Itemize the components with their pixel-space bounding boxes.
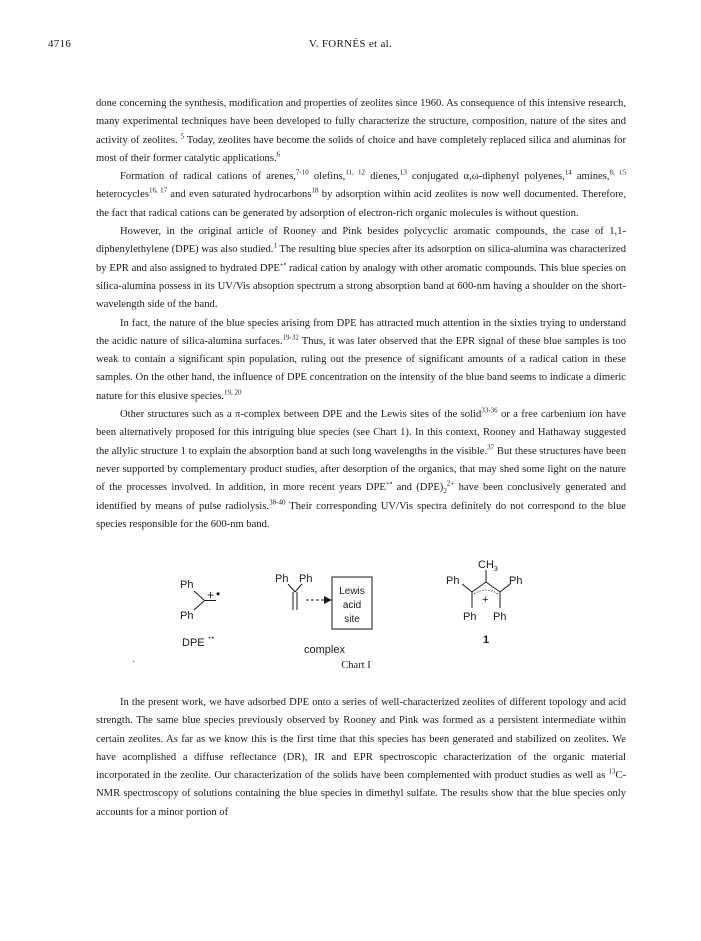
complex-ph-left: Ph <box>275 573 289 585</box>
text-run: The resulting blue species after its adsorption on silica-alumina was characterized by EPR and also assigned to hydrated DPE <box>96 244 626 274</box>
citation-superscript: 11, 12 <box>345 168 366 177</box>
text-run: and (DPE) <box>392 482 444 494</box>
dpe-ph-top: Ph <box>180 579 194 591</box>
s1-bond-a <box>462 584 472 592</box>
page-number: 4716 <box>48 38 72 50</box>
s1-ph-bottom-right: Ph <box>493 611 507 623</box>
citation-superscript: 18 <box>311 186 319 195</box>
text-run: Today, zeolites have become the solids of choice and have completely replaced silica and aluminas for most of their former catalytic applications. <box>96 134 627 164</box>
text-run: and even saturated hydrocarbons <box>167 189 312 201</box>
text-run: Thus, it was later observed that the EPR signal of these blue samples is too weak to contain a significant spin population, ruling out the presence of significant amounts of a radical cation in these samples. On the other hand, the influence of DPE concentration on the intensity of the blue band seems to indicate a dimeric nature for this elusive species. <box>96 335 626 402</box>
citation-superscript: 33-36 <box>481 406 498 415</box>
text-run: Formation of radical cations of arenes, <box>120 171 296 183</box>
running-head: V. FORNÉS et al. <box>308 38 393 50</box>
body-text-top <box>96 95 626 534</box>
citation-superscript: 5 <box>180 132 185 141</box>
ch3-text: CH <box>478 559 494 571</box>
complex-ph-right: Ph <box>299 573 313 585</box>
text-run: or a free carbenium ion have been alternatively proposed for this intriguing blue species (see Chart 1). In this context, Rooney and Hathaway suggested the allylic structure 1 to explain the absorption band at such long wavelengths in the visible. <box>96 409 626 457</box>
stray-mark: · <box>132 656 136 667</box>
citation-superscript: 1 <box>273 241 277 250</box>
dpe-radical-cation-structure <box>180 579 220 649</box>
pi-complex-structure <box>275 573 372 656</box>
text-run: amines, <box>571 171 610 183</box>
s1-ph-top-left: Ph <box>446 575 460 587</box>
compound-number: 1 <box>483 634 490 646</box>
citation-superscript: 13 <box>399 168 407 177</box>
citation-superscript: 2+ <box>446 479 455 488</box>
s1-bond-d <box>500 584 510 592</box>
dpe-charge-label: +• <box>208 635 215 642</box>
s1-ph-bottom-left: Ph <box>463 611 477 623</box>
citation-superscript: +• <box>279 260 287 269</box>
complex-bond-left <box>288 584 295 592</box>
dpe-radical-dot: • <box>216 587 221 601</box>
complex-label: complex <box>304 644 345 656</box>
text-run: done concerning the synthesis, modification and properties of zeolites since 1960. As consequence of this intensive research, many experimental techniques have been developed to fully characterize the structure, composition, nature of the sites and activity of zeolites. <box>96 98 626 146</box>
allylic-structure-1 <box>446 559 522 646</box>
s1-bond-c <box>486 582 500 592</box>
lewis-line-1: Lewis <box>339 586 365 597</box>
text-run: dienes, <box>365 171 400 183</box>
citation-superscript: 38-40 <box>269 498 286 506</box>
citation-superscript: 16, 17 <box>148 186 168 195</box>
text-run: radical cation by analogy with other aromatic compounds. This blue species on silica-alumina possess in its UV/Vis absoption spectrum a strong absorption band at 600-nm having a shoulder on the short-wavelength side of the band. <box>96 262 626 311</box>
dpe-bond-lower <box>194 601 204 610</box>
text-run: by adsorption within acid zeolites is now well documented. Therefore, the fact that radical cations can be generated by adsorption of electron-rich organic molecules is without question. <box>96 189 627 219</box>
citation-superscript: 14 <box>564 168 572 177</box>
text-run: Other structures such as a π-complex between DPE and the Lewis sites of the solid <box>120 409 482 421</box>
chart-1-figure <box>132 552 570 682</box>
citation-superscript: 13 <box>608 767 616 776</box>
text-run: have been conclusively generated and identified by means of pulse radiolysis. <box>96 482 626 512</box>
citation-superscript: 7-10 <box>295 168 309 177</box>
text-run: Their corresponding UV/Vis spectra definitely do not correspond to the blue species responsible for the 600-nm band. <box>96 500 626 530</box>
paragraph <box>96 315 626 406</box>
citation-superscript: 37 <box>487 443 495 452</box>
citation-superscript: 6 <box>276 150 281 159</box>
page-header <box>48 38 653 54</box>
citation-superscript: 19-32 <box>282 333 299 342</box>
s1-plus-sign: + <box>482 594 489 606</box>
body-text-bottom <box>96 694 626 822</box>
text-run: In the present work, we have adsorbed DPE onto a series of well-characterized zeolites of different topology and acid strength. The same blue species previously observed by Rooney and Pink was formed as a persistent intermediate within certain zeolites. As far as we know this is the first time that this species has been generated and stabilized on zeolites. We have acomplished a diffuse reflectance (DR), IR and EPR spectroscopic characterization of the organic material incorporated in the zeolite. Our characterization of the solids have been complemented with product studies as well as <box>96 697 626 782</box>
dpe-ph-bottom: Ph <box>180 610 194 622</box>
text-run: In fact, the nature of the blue species arising from DPE has attracted much attention in the sixties trying to understand the acidic nature of silica-alumina surfaces. <box>96 317 626 347</box>
text-run: However, in the original article of Rooney and Pink besides polycyclic aromatic compounds, the case of 1,1-diphenylethylene (DPE) was also studied. <box>96 226 626 256</box>
chart-1-structures <box>132 552 570 682</box>
paragraph <box>96 223 626 314</box>
paragraph <box>96 168 626 223</box>
citation-superscript: +• <box>385 479 393 488</box>
dpe-plus-sign: + <box>207 588 215 602</box>
text-run: heterocycles <box>96 189 149 201</box>
subscript: 2 <box>443 487 447 496</box>
paragraph <box>96 694 626 822</box>
chart-caption: Chart I <box>341 660 371 671</box>
text-run: olefins, <box>308 171 346 183</box>
paragraph <box>96 406 626 534</box>
paragraph <box>96 95 626 168</box>
citation-superscript: 19, 20 <box>223 388 242 397</box>
text-run: conjugated α,ω-diphenyl polyenes, <box>406 171 565 183</box>
complex-arrow-head <box>324 596 332 604</box>
lewis-line-2: acid <box>342 600 362 611</box>
lewis-line-3: site <box>344 614 360 625</box>
complex-bond-right <box>295 584 302 592</box>
ch3-subscript: 3 <box>493 566 498 573</box>
ch3-label <box>478 559 498 573</box>
citation-superscript: 8, 15 <box>609 168 626 177</box>
dpe-label: DPE <box>182 637 205 649</box>
text-run: But these structures have been never supported by complementary product studies, after desorption of the organics, that may shed some light on the nature of the processes involved. In addition, in more recent years DPE <box>96 445 626 494</box>
text-run: C-NMR spectroscopy of solutions containing the blue species in dimethyl sulfate. The results show that the blue species only accounts for a minor portion of <box>96 770 626 818</box>
s1-bond-b <box>472 582 486 592</box>
s1-ph-top-right: Ph <box>509 575 523 587</box>
dpe-bond-upper <box>194 591 204 600</box>
